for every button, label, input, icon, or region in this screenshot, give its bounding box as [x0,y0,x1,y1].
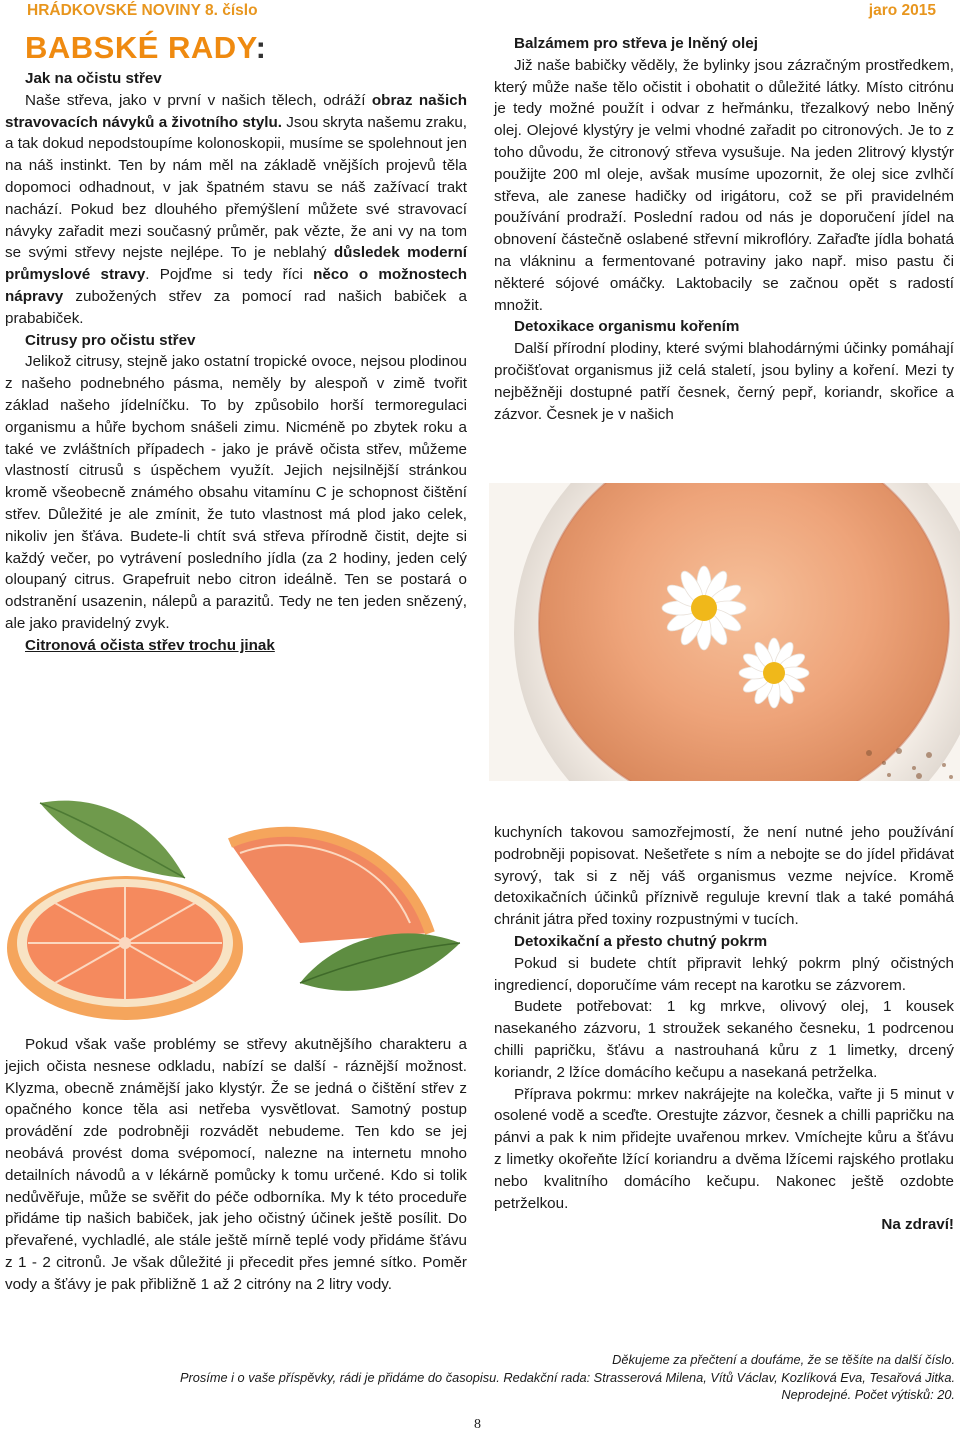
column-right-top [494,33,954,425]
paragraph-intro [5,90,467,330]
article-title-text: BABSKÉ RADY [25,30,256,65]
article-title [25,30,266,66]
intro-text-e: . Pojďme si tedy říci [145,266,314,284]
issue-season: jaro 2015 [868,2,936,19]
paragraph-linseed-oil: Již naše babičky věděly, že bylinky jsou zázračným prostředkem, který může naše tělo očistit i obohatit o důležité látky. Místo citrónu je tedy možné použít i odvar z heřmánku, třezalkový nebo lněný olej. Olejové klystýry je velmi vhodné zařadit po citronových. Je to z toho důvodu, že citronový střeva vysušuje. Na jeden 2litrový klystýr použijte 200 ml oleje, avšak musíme upozornit, že olej sice zvlhčí střeva, ale zanese hadičky od irigátoru, což se při pravidelném používání prodraží. Poslední radou od nás je doporučení jídel na obnovení částečně oslabené střevní mikroflóry. Zařaďte jídla bohatá na vlákninu a fermentované potraviny jako např. miso pastu či některé sójové omáčky. Laktobacily se začnou opět s radostí množit. [494,56,954,314]
paragraph-ingredients: Budete potřebovat: 1 kg mrkve, olivový olej, 1 kousek nasekaného zázvoru, 1 stroužek sekaného česneku, 1 podrcenou chilli papričku, šťávu a nastrouhaná kůru z 1 limetky, drcený koriandr, 2 lžíce domácího kečupu a nasekaná petrželka. [494,998,954,1081]
heading-lemon-cleanse-text: Citronová očista střev trochu jinak [25,636,275,654]
heading-citrus: Citrusy pro očistu střev [25,331,196,349]
paragraph-spices: Další přírodní plodiny, které svými blahodárnými účinky pomáhají pročišťovat organismus již celá staletí, jsou byliny a koření. Mezi ty nejběžněji dostupné patří česnek, černý pepř, koriandr, skořice a zázvor. Česnek je v našich [494,340,954,423]
footer [5,1351,955,1404]
paragraph-preparation: Příprava pokrmu: mrkev nakrájejte na kolečka, vařte ji 5 minut v osolené vodě a sceďte. Orestujte zázvor, česnek a chilli papričku na pánvi a pak k nim přidejte uvařenou mrkev. Vmíchejte kůru a šťávu z limetky okořeňte lžící koriandru a dvěma lžícemi rajského protlaku nebo kvalitního domácího kečupu. Nakonec ještě ozdobte petrželkou. [494,1085,954,1212]
heading-spices: Detoxikace organismu kořením [514,318,740,336]
grapefruit-illustration [0,783,470,1026]
paragraph-enema: Pokud však vaše problémy se střevy akutnějšího charakteru a jejich očista nesnese odkladu, nabízí se další - ráznější možnost. Klyzma, obecně známější jako klystýr. Že se jedná o čištění střev z opačného konce těla asi netřeba vysvětlovat. Samotný postup provádění zde podrobněji rozvádět nebudeme. Ten kdo se jej neobává provést doma svépomocí, nalezne na internetu mnoho detailních návodů a v lékárně pomůcky k tomu určené. Kdo si tolik nedůvěřuje, může se svěřit do péče odborníka. My k této proceduře přidáme tip našich babiček, jak jeho očistný účinek ještě posílit. Do převařené, vychladlé, ale stále ještě mírně teplé vody přidáme šťávu z 1 - 2 citronů. Je však důležité ji přecedit přes jemné sítko. Poměr vody a šťávy je pak přibližně 1 až 2 citróny na 2 litry vody. [5,1036,467,1293]
column-left-top [5,68,467,657]
heading-linseed-oil: Balzámem pro střeva je lněný olej [514,35,758,52]
heading-colon-cleanse: Jak na očistu střev [25,70,162,87]
intro-text-g: zubožených střev za pomocí rad našich babiček a prababiček. [5,287,467,327]
tea-cup-illustration [489,483,960,781]
footer-editorial-board: Prosíme i o vaše příspěvky, rádi je přidáme do časopisu. Redakční rada: Strasserová Milena, Vítů Václav, Kozlíková Eva, Tesařová Jitka. [179,1369,955,1385]
intro-text-c: Jsou skryta našemu zraku, a tak dokud nepodstoupíme kolonoskopii, musíme se spolehnout jen na náš instinkt. Ten by nám měl na základě vnějších projevů těla dopomoci odhadnout, v jak špatném stavu se náš zažívací trakt nachází. Pokud bez dlouhého přemýšlení můžete své stravovací návyky zařadit mezi současný průměr, pak vězte, že ani vy na tom se svými střevy nejste nejlépe. To je neblahý [5,113,467,262]
grapefruit-half [7,876,243,1020]
newspaper-title: HRÁDKOVSKÉ NOVINY 8. číslo [27,2,258,19]
intro-text-a: Naše střeva, jako v první v našich tělech, odráží [25,91,372,109]
column-left-bottom [5,1034,467,1296]
grapefruit-photo [0,783,470,1026]
page-number: 8 [474,1417,481,1432]
column-right-bottom [494,822,954,1236]
tea-cup-photo [489,483,960,781]
heading-lemon-cleanse [5,635,467,657]
intro-text-bold-3: něco o možnostech nápravy [5,266,467,305]
paragraph-citrus: Jelikož citrusy, stejně jako ostatní tropické ovoce, nejsou plodinou z našeho podnebného pásma, neměly by alespoň v zimě tvořit základ našeho jídelníčku. To by způsobilo horší termoregulaci organismu a hůře bychom snášeli zimu. Nicméně po zbytek roku a také ve zvláštních případech - jako je právě očista střev, můžeme vlastností citrusů s úspěchem využít. Jejich nejsilnější stránkou kromě všeobecně známého obsahu vitamínu C je schopnost čištění střev. Důležité je ale zmínit, že tuto vlastnost má plod jako celek, nikoliv jen šťáva. Budete-li chtít svá střeva přírodně čistit, dejte si každý večer, po vytrávení posledního jídla (za 2 hodiny, jeden celý oloupaný citrus. Grapefruit nebo citron ideálně. Ten se postará o odstranění usazenin, nálepů a parazitů. Tedy ne ten jeden snězený, ale jako pravidelný zvyk. [5,353,467,632]
intro-text-bold-2: důsledek moderní průmyslové stravy [5,244,467,284]
heading-detox-dish: Detoxikační a přesto chutný pokrm [514,932,768,950]
article-title-colon: : [255,30,267,65]
footer-print-info: Neprodejné. Počet výtisků: 20. [781,1387,955,1402]
intro-text-bold: obraz našich stravovacích návyků a životního stylu. [5,91,467,131]
paragraph-recipe-intro: Pokud si budete chtít připravit lehký pokrm plný očistných ingrediencí, doporučíme vám recept na karotku se zázvorem. [494,954,954,994]
paragraph-garlic: kuchyních takovou samozřejmostí, že není nutné jeho používání podrobněji popisovat. Nešetřete s ním a nebojte se do jídel přidávat syrový, tak si z něj váš organismus vezme nejvíce. Kromě detoxikačních účinků příznivě reguluje krevní tlak a také pomáhá chránit játra před toxiny rozpustnými v tucích. [494,824,954,929]
closing-toast: Na zdraví! [881,1216,954,1234]
footer-thanks: Děkujeme za přečtení a doufáme, že se těšíte na další číslo. [612,1352,955,1367]
